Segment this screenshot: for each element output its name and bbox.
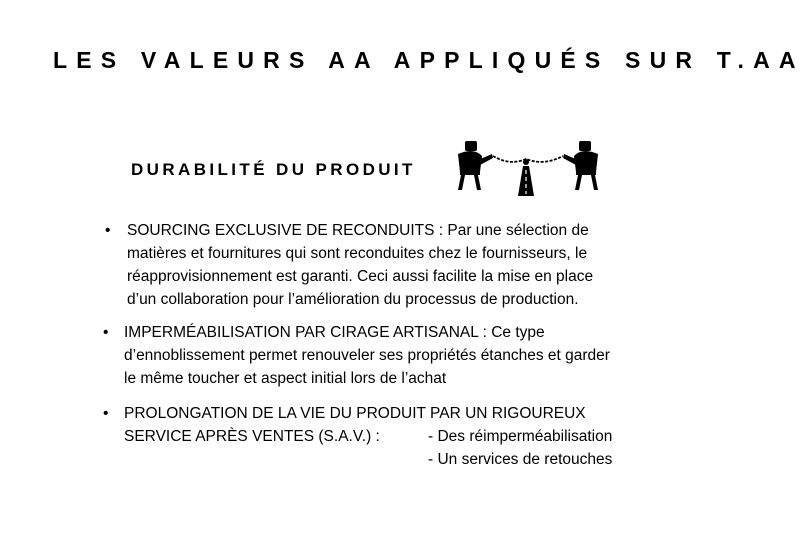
- road-icon: [518, 159, 534, 196]
- sav-row: [124, 425, 612, 448]
- tug-of-war-figures-icon: [448, 138, 608, 198]
- bullet-text-line: matières et fournitures qui sont reconduites chez le fournisseurs, le: [127, 245, 588, 262]
- bullet-marker: •: [103, 405, 109, 422]
- slide-title: LES VALEURS AA APPLIQUÉS SUR T.AA: [53, 47, 805, 73]
- bullet-marker: •: [103, 324, 109, 341]
- service-item: - Des réimperméabilisation: [428, 428, 613, 445]
- bullet-text-line: IMPERMÉABILISATION PAR CIRAGE ARTISANAL : Ce type: [124, 324, 545, 341]
- bullet-impermeabilisation: [103, 321, 610, 390]
- bullet-text-line: d’ennoblissement permet renouveler ses propriétés étanches et garder: [124, 347, 610, 364]
- bullet-text-line: le même toucher et aspect initial lors de l’achat: [124, 370, 447, 387]
- service-item: - Un services de retouches: [428, 451, 613, 468]
- bullet-sourcing: [105, 219, 593, 311]
- section-subtitle: DURABILITÉ DU PRODUIT: [131, 160, 416, 179]
- bullet-marker: •: [105, 222, 111, 239]
- sav-label: SERVICE APRÈS VENTES (S.A.V.) :: [124, 428, 380, 445]
- bullet-text-line: PROLONGATION DE LA VIE DU PRODUIT PAR UN RIGOUREUX: [124, 405, 586, 422]
- left-figure-icon: [458, 141, 493, 190]
- right-figure-icon: [563, 141, 598, 190]
- sav-row: [124, 448, 612, 471]
- bullet-text-line: d’un collaboration pour l’amélioration du processus de production.: [127, 291, 579, 308]
- bullet-text-line: SOURCING EXCLUSIVE DE RECONDUITS : Par une sélection de: [127, 222, 589, 239]
- bullet-prolongation: [103, 402, 612, 471]
- bullet-text-line: réapprovisionnement est garanti. Ceci aussi facilite la mise en place: [127, 268, 594, 285]
